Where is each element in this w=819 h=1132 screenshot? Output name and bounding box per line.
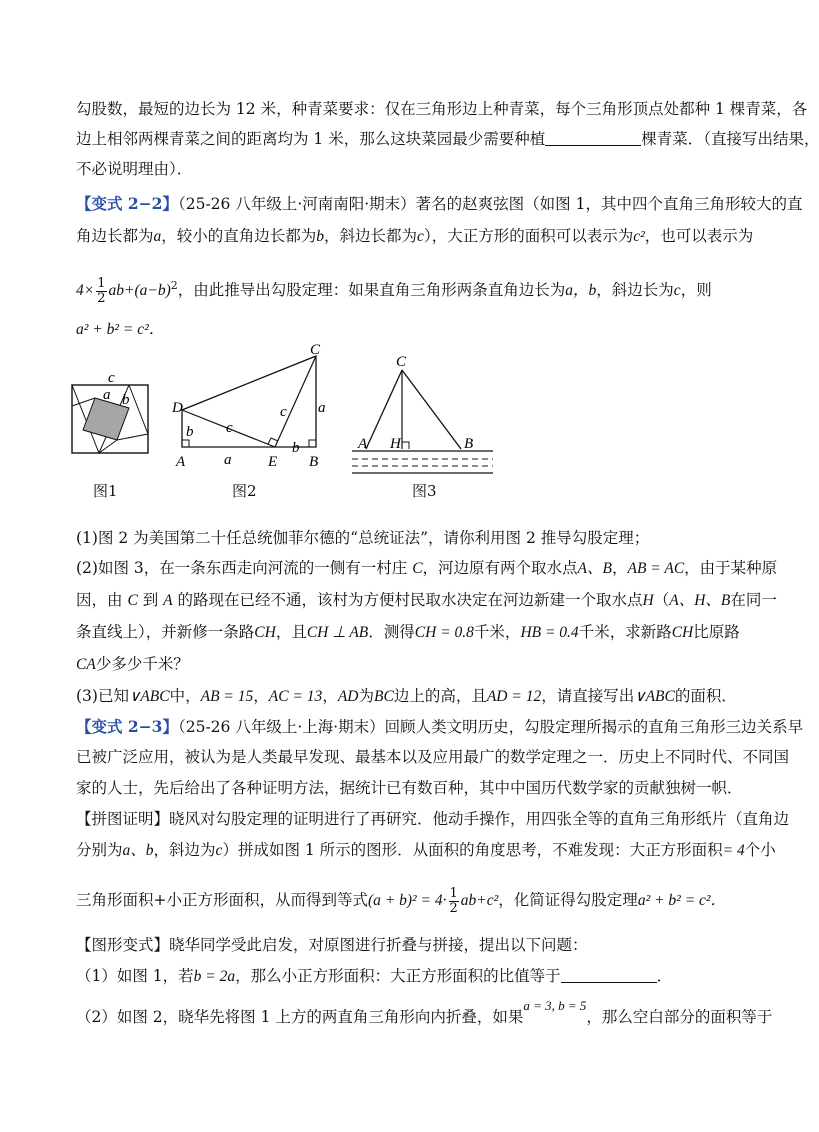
fig2-label-a-bottom: a (224, 452, 232, 468)
fraction-half: $\frac{1}{2}$ (449, 885, 458, 916)
formula-line: 三角形面积+小正方形面积，从而得到等式(a + b)² = 4· $\frac{1}{2}$ ab+c²，化简证得勾股定理a² + b² = c²． (76, 885, 727, 916)
text-line: CA少多少千米？ (76, 655, 189, 673)
fig2-label-b-left: b (186, 424, 194, 440)
text-line: 【变式 2−2】（25-26 八年级上·河南南阳·期末）著名的赵爽弦图（如图 1，其中四个直角三角形较大的直 (76, 194, 803, 213)
zhao-shuang-figure (64, 370, 164, 460)
fig2-label-b-bottom: b (292, 440, 300, 456)
fig2-label-C: C (310, 342, 321, 358)
text-line: 分别为a、b，斜边为c）拼成如图 1 所示的图形．从面积的角度思考，不难发现：大正方形面积= 4个小 (76, 841, 776, 859)
text-line: 不必说明理由）． (76, 160, 193, 178)
fig3-label-A: A (358, 436, 368, 452)
fig2-label-c-mid: c (280, 404, 287, 420)
fig3-label-H: H (390, 436, 401, 452)
fig2-label-a-side: a (318, 400, 326, 416)
fig3-label-B: B (464, 436, 474, 452)
text-line: 因，由 C 到 A 的路现在已经不通，该村为方便村民取水决定在河边新建一个取水点H（A、H、B在同一 (76, 591, 777, 609)
text-line: (1)图 2 为美国第二十任总统伽菲尔德的“总统证法”，请你利用图 2 推导勾股定理； (76, 529, 650, 547)
fig2-label-B: B (309, 454, 319, 470)
garfield-trapezoid-figure (168, 340, 328, 475)
text-line: 角边长都为a，较小的直角边长都为b，斜边长都为c），大正方形的面积可以表示为c²，也可以表示为 (76, 227, 754, 245)
formula-line: a² + b² = c²． (76, 321, 165, 338)
text-line: 【拼图证明】晓风对勾股定理的证明进行了再研究．他动手操作，用四张全等的直角三角形纸片（直角边 (76, 810, 790, 828)
river-village-figure (348, 350, 498, 480)
text-line: 家的人士，先后给出了各种证明方法，据统计已有数百种，其中中国历代数学家的贡献独树一帜． (76, 779, 743, 797)
answer-blank[interactable] (561, 966, 657, 983)
fig2-label-E: E (268, 454, 278, 470)
text-line: 【图形变式】晓华同学受此启发，对原图进行折叠与拼接，提出以下问题： (76, 936, 588, 954)
text-line: (3)已知∨ABC中，AB = 15，AC = 13，AD为BC边上的高，且AD = 12，请直接写出∨ABC的面积． (76, 687, 737, 705)
fig3-caption: 图3 (412, 482, 437, 500)
text-line: (2)如图 3，在一条东西走向河流的一侧有一村庄 C，河边原有两个取水点A、B，AB = AC，由于某种原 (76, 559, 778, 577)
text-line: 条直线上），并新修一条路CH，且CH ⊥ AB．测得CH = 0.8千米，HB = 0.4千米，求新路CH比原路 (76, 623, 740, 641)
answer-blank[interactable] (545, 129, 641, 146)
text-line: （1）如图 1，若b = 2a，那么小正方形面积：大正方形面积的比值等于 ． (76, 967, 673, 985)
variant-tag: 【变式 2−3】 (76, 717, 178, 736)
fig2-caption: 图2 (232, 482, 257, 500)
fraction-half: $\frac{1}{2}$ (97, 275, 106, 306)
fig2-label-c-left: c (226, 420, 233, 436)
text-line: 已被广泛应用，被认为是人类最早发现、最基本以及应用最广的数学定理之一．历史上不同时代、不同国 (76, 748, 790, 766)
fig2-label-D: D (172, 400, 183, 416)
text-line: （2）如图 2，晓华先将图 1 上方的两直角三角形向内折叠，如果$^{a = 3, b = 5}$，那么空白部分的面积等于 (76, 998, 773, 1026)
text-line: 勾股数，最短的边长为 12 米，种青菜要求：仅在三角形边上种青菜，每个三角形顶点处都种 1 棵青菜，各 (76, 100, 808, 118)
formula-line: 4× $\frac{1}{2}$ $ab+(a-b)^2$，由此推导出勾股定理：如果直角三角形两条直角边长为a，b，斜边长为c，则 (76, 275, 712, 306)
fig1-label-c: c (108, 370, 115, 386)
fig2-label-A: A (176, 454, 186, 470)
text-line: 边上相邻两棵青菜之间的距离均为 1 米，那么这块菜园最少需要种植 棵青菜．（直接写出结果， (76, 130, 819, 148)
fig3-label-C: C (396, 354, 407, 370)
fig1-label-b: b (122, 392, 130, 408)
text-line: 【变式 2−3】（25-26 八年级上·上海·期末）回顾人类文明历史，勾股定理所揭示的直角三角形三边关系早 (76, 717, 804, 736)
fig1-caption: 图1 (93, 482, 118, 500)
variant-tag: 【变式 2−2】 (76, 194, 178, 213)
fig1-label-a: a (103, 387, 111, 403)
